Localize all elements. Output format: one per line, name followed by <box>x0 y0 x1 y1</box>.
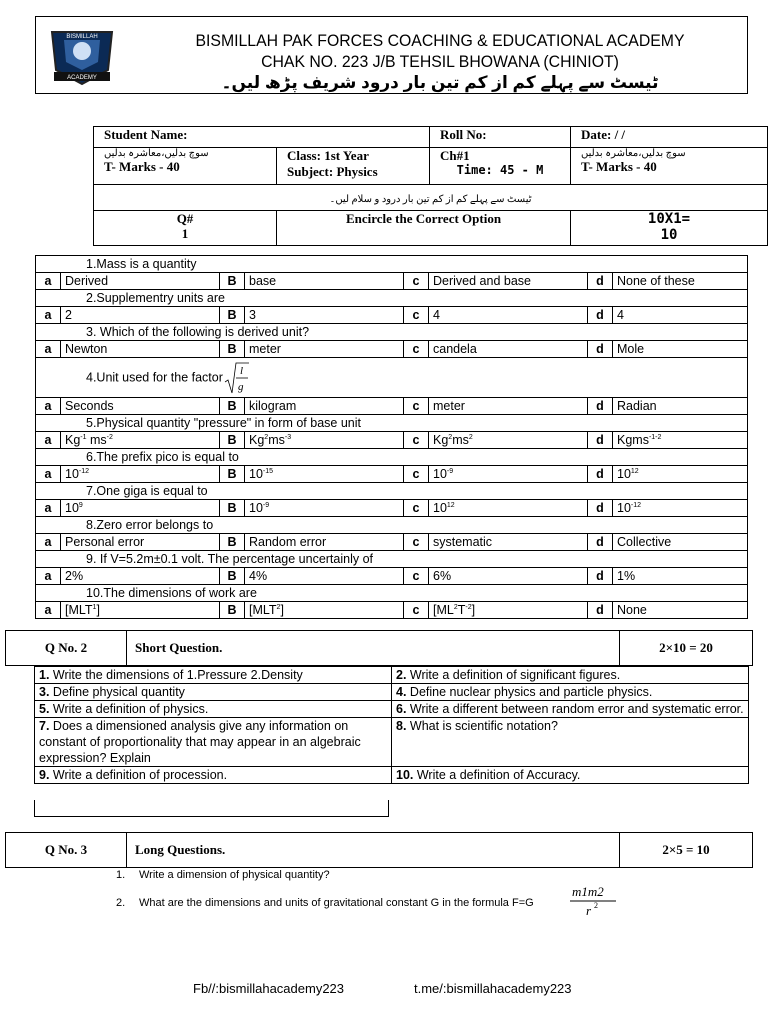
mcq-marks-total: 10 <box>660 227 678 243</box>
option-letter-c: c <box>404 500 429 517</box>
short-question: 2. Write a definition of significant figures. <box>392 667 749 684</box>
option-letter-c: c <box>404 568 429 585</box>
mcq-table <box>35 255 748 619</box>
student-info-table <box>93 126 768 246</box>
option-a: 2% <box>61 568 220 585</box>
option-letter-c: c <box>404 432 429 449</box>
academy-title: BISMILLAH PAK FORCES COACHING & EDUCATIONAL ACADEMY <box>195 31 685 50</box>
option-c: Derived and base <box>429 273 588 290</box>
option-d: 1% <box>613 568 748 585</box>
option-c: $10^{12}$ <box>429 500 588 517</box>
option-d: 4 <box>613 307 748 324</box>
option-letter-d: d <box>588 602 613 619</box>
option-letter-d: d <box>588 273 613 290</box>
long-q2-number: 2. <box>116 897 126 909</box>
option-b: $10^{-15}$ <box>245 466 404 483</box>
option-b: kilogram <box>245 398 404 415</box>
svg-text:r: r <box>586 903 592 918</box>
long-q1-number: 1. <box>116 869 126 881</box>
svg-text:ACADEMY: ACADEMY <box>67 75 97 81</box>
option-letter-b: B <box>220 500 245 517</box>
option-letter-c: c <box>404 534 429 551</box>
q3-marks: 2×5 = 10 <box>620 833 753 868</box>
option-letter-d: d <box>588 500 613 517</box>
option-letter-b: B <box>220 273 245 290</box>
mcq-marks: 10X1= <box>647 211 691 227</box>
short-question: 7. Does a dimensioned analysis give any information on constant of proportionality that may appear in an algebraic expression? Explain <box>35 718 392 767</box>
short-question: 4. Define nuclear physics and particle physics. <box>392 684 749 701</box>
chapter-label: Ch#1 <box>440 148 470 163</box>
option-d: Kgms$^{-1-2}$ <box>613 432 748 449</box>
mcq-question: 5.Physical quantity "pressure" in form of base unit <box>36 415 748 432</box>
option-a: [MLT$^1$] <box>61 602 220 619</box>
option-letter-b: B <box>220 432 245 449</box>
option-b: 4% <box>245 568 404 585</box>
long-q2-text: What are the dimensions and units of gravitational constant G in the formula F=G <box>139 897 534 909</box>
short-question: 9. Write a definition of procession. <box>35 767 392 784</box>
q3-header <box>5 832 753 868</box>
option-b: $Kg^2ms^{-3}$ <box>245 432 404 449</box>
urdu-note: ٹیسٹ سے پہلے کم از کم تین بار درود شریف پڑھ لیں۔ <box>221 73 659 92</box>
option-letter-b: B <box>220 341 245 358</box>
option-d: None of these <box>613 273 748 290</box>
option-letter-a: a <box>36 500 61 517</box>
option-d: $10^{-12}$ <box>613 500 748 517</box>
option-a: $Kg^{-1}$ $ms^{-2}$ <box>61 432 220 449</box>
option-letter-d: d <box>588 341 613 358</box>
svg-text:g: g <box>237 380 244 393</box>
option-c: candela <box>429 341 588 358</box>
q2-marks: 2×10 = 20 <box>620 631 753 666</box>
option-letter-a: a <box>36 602 61 619</box>
option-letter-d: d <box>588 307 613 324</box>
q1-number: 1 <box>181 226 189 241</box>
sqrt-l-over-g-formula <box>223 360 249 396</box>
svg-text:l: l <box>239 364 243 377</box>
mcq-question: 1.Mass is a quantity <box>36 256 748 273</box>
short-table-spacer <box>34 800 389 817</box>
option-letter-b: B <box>220 398 245 415</box>
option-letter-a: a <box>36 398 61 415</box>
short-question: 3. Define physical quantity <box>35 684 392 701</box>
class-label: Class: 1st Year <box>287 148 369 163</box>
subject-label: Subject: Physics <box>287 164 378 179</box>
academy-logo-icon <box>46 26 118 86</box>
option-letter-c: c <box>404 398 429 415</box>
telegram-link[interactable]: t.me/:bismillahacademy223 <box>414 981 572 996</box>
option-c: $[ML^2T^{-2}]$ <box>429 602 588 619</box>
option-c: $Kg^2ms^2$ <box>429 432 588 449</box>
option-letter-a: a <box>36 534 61 551</box>
option-letter-c: c <box>404 341 429 358</box>
option-letter-a: a <box>36 568 61 585</box>
option-letter-a: a <box>36 273 61 290</box>
option-letter-a: a <box>36 307 61 324</box>
option-a: Newton <box>61 341 220 358</box>
option-a: 2 <box>61 307 220 324</box>
short-question: 8. What is scientific notation? <box>392 718 749 767</box>
student-name-label: Student Name: <box>94 127 430 148</box>
option-letter-d: d <box>588 568 613 585</box>
option-c: $10^{-9}$ <box>429 466 588 483</box>
option-b: 3 <box>245 307 404 324</box>
option-d: Collective <box>613 534 748 551</box>
option-b: meter <box>245 341 404 358</box>
option-letter-d: d <box>588 534 613 551</box>
option-b: $10^{-9}$ <box>245 500 404 517</box>
facebook-link[interactable]: Fb//:bismillahacademy223 <box>193 981 345 996</box>
short-question: 5. Write a definition of physics. <box>35 701 392 718</box>
gravity-formula <box>568 883 620 919</box>
option-letter-b: B <box>220 307 245 324</box>
option-letter-b: B <box>220 466 245 483</box>
option-a: Personal error <box>61 534 220 551</box>
q2-header <box>5 630 753 666</box>
svg-text:BISMILLAH: BISMILLAH <box>66 34 98 40</box>
mcq-question: 7.One giga is equal to <box>36 483 748 500</box>
mcq-question: 3. Which of the following is derived unit? <box>36 324 748 341</box>
mcq-question: 2.Supplementry units are <box>36 290 748 307</box>
urdu-instruction: ٹیسٹ سے پہلے کم از کم تین بار درود و سلام لیں۔ <box>329 193 532 205</box>
urdu-slogan-right: سوچ بدلیں،معاشرہ بدلیں <box>581 148 686 159</box>
academy-address: CHAK NO. 223 J/B TEHSIL BHOWANA (CHINIOT) <box>261 52 619 71</box>
svg-text:m1m2: m1m2 <box>572 884 604 899</box>
q2-title: Short Question. <box>127 631 620 666</box>
q3-label: Q No. 3 <box>6 833 127 868</box>
mcq-question: 4.Unit used for the factor l g <box>36 358 748 398</box>
option-a: Seconds <box>61 398 220 415</box>
option-b: [MLT$^2$] <box>245 602 404 619</box>
mcq-question: 10.The dimensions of work are <box>36 585 748 602</box>
option-letter-a: a <box>36 466 61 483</box>
option-c: meter <box>429 398 588 415</box>
mcq-question: 8.Zero error belongs to <box>36 517 748 534</box>
mcq-question: 6.The prefix pico is equal to <box>36 449 748 466</box>
option-letter-d: d <box>588 432 613 449</box>
t-marks-left: T- Marks - 40 <box>104 159 180 174</box>
t-marks-right: T- Marks - 40 <box>581 159 657 174</box>
option-letter-c: c <box>404 273 429 290</box>
option-letter-b: B <box>220 602 245 619</box>
option-c: 6% <box>429 568 588 585</box>
option-letter-a: a <box>36 341 61 358</box>
q1-label: Q# <box>176 211 194 226</box>
option-letter-c: c <box>404 602 429 619</box>
short-question: 10. Write a definition of Accuracy. <box>392 767 749 784</box>
date-label: Date: / / <box>571 127 768 148</box>
option-a: $10^{-12}$ <box>61 466 220 483</box>
option-letter-a: a <box>36 432 61 449</box>
urdu-slogan-left: سوچ بدلیں،معاشرہ بدلیں <box>104 148 209 159</box>
mcq-section-title: Encircle the Correct Option <box>277 211 571 246</box>
option-c: systematic <box>429 534 588 551</box>
time-label: Time: 45 - M <box>456 163 544 177</box>
long-q1-text: Write a dimension of physical quantity? <box>139 869 330 881</box>
short-questions-table <box>34 666 749 784</box>
option-letter-b: B <box>220 534 245 551</box>
short-question: 1. Write the dimensions of 1.Pressure 2.Density <box>35 667 392 684</box>
option-d: None <box>613 602 748 619</box>
svg-text:2: 2 <box>594 901 598 910</box>
option-b: Random error <box>245 534 404 551</box>
option-letter-c: c <box>404 307 429 324</box>
option-a: Derived <box>61 273 220 290</box>
option-letter-d: d <box>588 398 613 415</box>
option-b: base <box>245 273 404 290</box>
option-letter-d: d <box>588 466 613 483</box>
option-letter-b: B <box>220 568 245 585</box>
option-c: 4 <box>429 307 588 324</box>
q3-title: Long Questions. <box>127 833 620 868</box>
option-d: Radian <box>613 398 748 415</box>
short-question: 6. Write a different between random error and systematic error. <box>392 701 749 718</box>
option-d: $10^{12}$ <box>613 466 748 483</box>
mcq-question: 9. If V=5.2m±0.1 volt. The percentage uncertainly of <box>36 551 748 568</box>
option-letter-c: c <box>404 466 429 483</box>
q2-label: Q No. 2 <box>6 631 127 666</box>
option-d: Mole <box>613 341 748 358</box>
option-a: $10^9$ <box>61 500 220 517</box>
roll-no-label: Roll No: <box>430 127 571 148</box>
